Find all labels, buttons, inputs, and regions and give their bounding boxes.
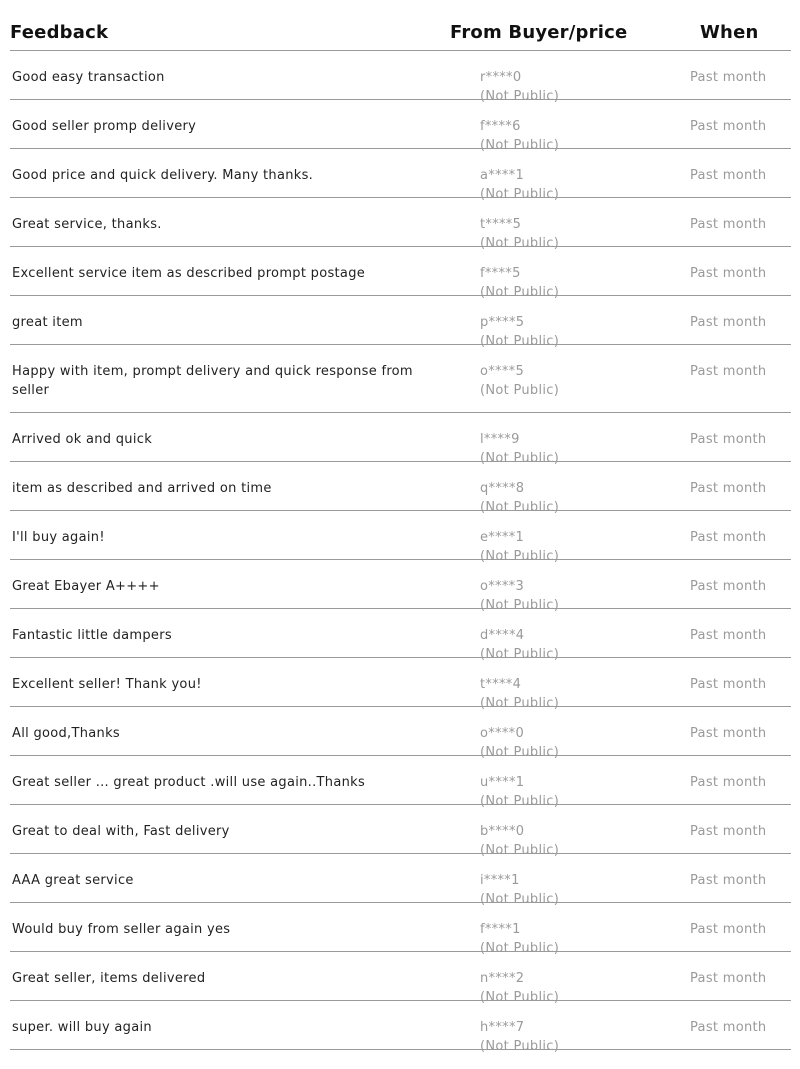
price-value: (Not Public) — [480, 892, 560, 907]
table-row — [10, 413, 791, 466]
price-value: (Not Public) — [480, 794, 560, 809]
table-row — [10, 707, 791, 760]
price-value: (Not Public) — [480, 236, 560, 251]
feedback-comment: Arrived ok and quick — [12, 432, 153, 447]
column-header-from-buyer-price: From Buyer/price — [450, 22, 628, 43]
price-value: (Not Public) — [480, 383, 560, 398]
price-value: (Not Public) — [480, 598, 560, 613]
column-header-when: When — [700, 22, 759, 43]
feedback-comment: great item — [12, 315, 83, 330]
price-value: (Not Public) — [480, 138, 560, 153]
feedback-when: Past month — [690, 873, 767, 888]
table-row — [10, 658, 791, 711]
buyer-id: t****4 — [480, 677, 522, 692]
buyer-id: t****5 — [480, 217, 522, 232]
buyer-id: o****0 — [480, 726, 525, 741]
price-value: (Not Public) — [480, 843, 560, 858]
table-row — [10, 345, 791, 413]
feedback-when: Past month — [690, 432, 767, 447]
price-value: (Not Public) — [480, 696, 560, 711]
feedback-comment: Excellent seller! Thank you! — [12, 677, 202, 692]
feedback-comment: Great service, thanks. — [12, 217, 162, 232]
price-value: (Not Public) — [480, 334, 560, 349]
feedback-comment: Great seller ... great product .will use again..Thanks — [12, 775, 366, 790]
feedback-when: Past month — [690, 922, 767, 937]
buyer-id: l****9 — [480, 432, 520, 447]
price-value: (Not Public) — [480, 647, 560, 662]
price-value: (Not Public) — [480, 549, 560, 564]
feedback-comment: Good price and quick delivery. Many thanks. — [12, 168, 314, 183]
buyer-id: h****7 — [480, 1020, 525, 1035]
buyer-id: o****3 — [480, 579, 525, 594]
table-row — [10, 198, 791, 251]
table-row — [10, 903, 791, 956]
table-row — [10, 247, 791, 300]
table-row — [10, 756, 791, 809]
feedback-when: Past month — [690, 971, 767, 986]
price-value: (Not Public) — [480, 990, 560, 1005]
feedback-comment: Great to deal with, Fast delivery — [12, 824, 230, 839]
table-row — [10, 952, 791, 1005]
buyer-id: i****1 — [480, 873, 520, 888]
buyer-cell — [480, 1018, 559, 1056]
buyer-id: p****5 — [480, 315, 525, 330]
table-row — [10, 1001, 791, 1054]
table-row — [10, 51, 791, 104]
feedback-when: Past month — [690, 315, 767, 330]
feedback-comment: AAA great service — [12, 873, 134, 888]
feedback-comment: Great Ebayer A++++ — [12, 579, 160, 594]
table-row — [10, 854, 791, 907]
table-header — [10, 0, 791, 51]
feedback-when: Past month — [690, 1020, 767, 1035]
table-row — [10, 805, 791, 858]
price-value: (Not Public) — [480, 500, 560, 515]
price-value: (Not Public) — [480, 89, 560, 104]
buyer-id: f****6 — [480, 119, 521, 134]
feedback-when: Past month — [690, 217, 767, 232]
feedback-comment: Would buy from seller again yes — [12, 922, 231, 937]
feedback-comment: Great seller, items delivered — [12, 971, 206, 986]
feedback-when: Past month — [690, 530, 767, 545]
feedback-comment: Happy with item, prompt delivery and quick response from seller — [12, 364, 413, 398]
table-row — [10, 296, 791, 349]
feedback-comment: Fantastic little dampers — [12, 628, 172, 643]
feedback-when: Past month — [690, 677, 767, 692]
price-value: (Not Public) — [480, 187, 560, 202]
buyer-cell — [480, 362, 559, 400]
feedback-comment: I'll buy again! — [12, 530, 105, 545]
buyer-id: n****2 — [480, 971, 525, 986]
table-row — [10, 560, 791, 613]
feedback-comment: item as described and arrived on time — [12, 481, 272, 496]
price-value: (Not Public) — [480, 745, 560, 760]
feedback-when: Past month — [690, 168, 767, 183]
price-value: (Not Public) — [480, 1039, 560, 1054]
table-row — [10, 511, 791, 564]
feedback-comment: All good,Thanks — [12, 726, 120, 741]
feedback-when: Past month — [690, 824, 767, 839]
buyer-id: f****5 — [480, 266, 521, 281]
feedback-when: Past month — [690, 266, 767, 281]
feedback-when: Past month — [690, 579, 767, 594]
table-row — [10, 149, 791, 202]
buyer-id: e****1 — [480, 530, 525, 545]
buyer-id: o****5 — [480, 364, 525, 379]
buyer-id: u****1 — [480, 775, 525, 790]
buyer-id: b****0 — [480, 824, 525, 839]
table-row — [10, 609, 791, 662]
feedback-comment: super. will buy again — [12, 1020, 152, 1035]
feedback-table — [10, 0, 791, 1054]
buyer-id: q****8 — [480, 481, 525, 496]
column-header-feedback: Feedback — [10, 22, 109, 43]
feedback-comment: Excellent service item as described prompt postage — [12, 266, 366, 281]
feedback-when: Past month — [690, 119, 767, 134]
price-value: (Not Public) — [480, 941, 560, 956]
feedback-when: Past month — [690, 726, 767, 741]
feedback-comment: Good easy transaction — [12, 70, 165, 85]
feedback-when: Past month — [690, 364, 767, 379]
feedback-when: Past month — [690, 70, 767, 85]
feedback-when: Past month — [690, 775, 767, 790]
feedback-comment: Good seller promp delivery — [12, 119, 197, 134]
buyer-id: a****1 — [480, 168, 525, 183]
table-row — [10, 100, 791, 153]
table-row — [10, 462, 791, 515]
price-value: (Not Public) — [480, 451, 560, 466]
buyer-id: r****0 — [480, 70, 522, 85]
buyer-id: f****1 — [480, 922, 521, 937]
buyer-id: d****4 — [480, 628, 525, 643]
feedback-when: Past month — [690, 628, 767, 643]
price-value: (Not Public) — [480, 285, 560, 300]
feedback-when: Past month — [690, 481, 767, 496]
